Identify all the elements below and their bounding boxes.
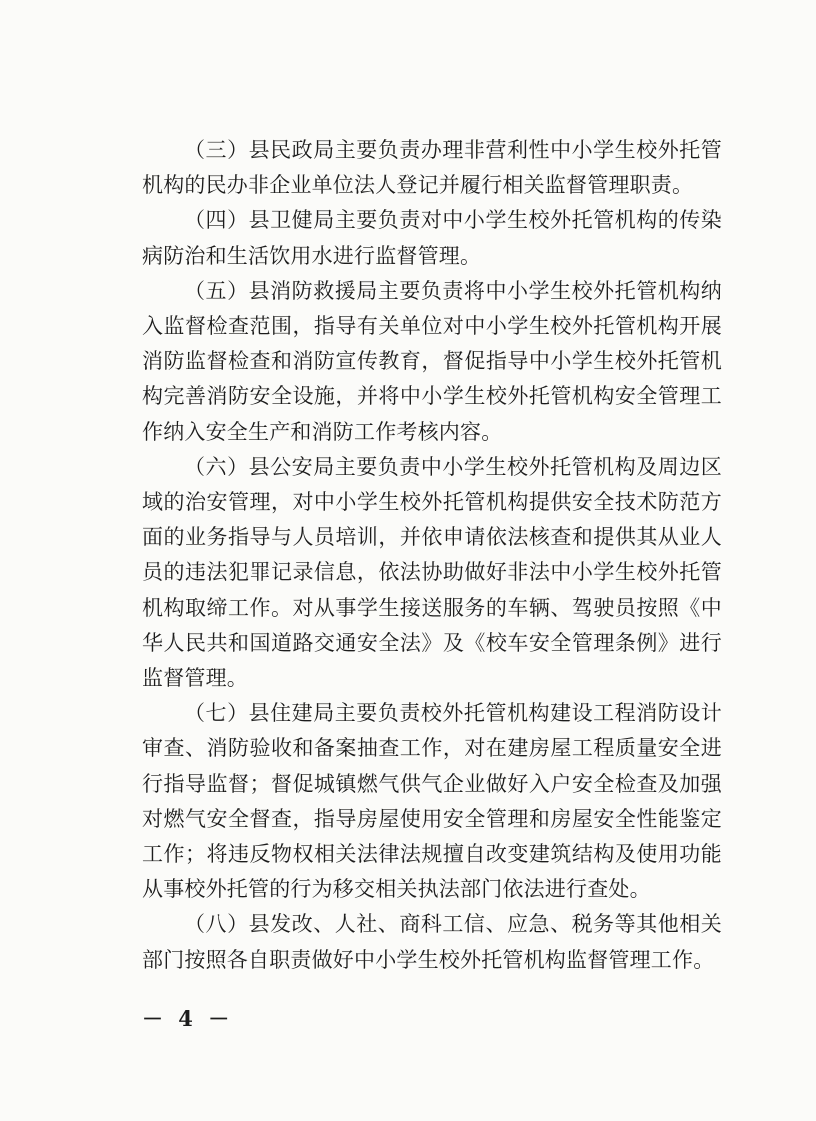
paragraph-fire-rescue: （五）县消防救援局主要负责将中小学生校外托管机构纳入监督检查范围，指导有关单位对中小学生校外托管机构开展消防监督检查和消防宣传教育，督促指导中小学生校外托管机构完善消防安全设施，并将中小学生校外托管机构安全管理工作纳入安全生产和消防工作考核内容。	[142, 278, 722, 444]
paragraph-health: （四）县卫健局主要负责对中小学生校外托管机构的传染病防治和生活饮用水进行监督管理。	[142, 208, 722, 268]
paragraph-public-security: （六）县公安局主要负责中小学生校外托管机构及周边区域的治安管理，对中小学生校外托管机构提供安全技术防范方面的业务指导与人员培训，并依申请依法核查和提供其从业人员的违法犯罪记录信息，依法协助做好非法中小学生校外托管机构取缔工作。对从事学生接送服务的车辆、驾驶员按照《中华人民共和国道路交通安全法》及《校车安全管理条例》进行监督管理。	[142, 454, 722, 691]
page-number: － 4 －	[142, 1006, 234, 1031]
paragraph-civil-affairs: （三）县民政局主要负责办理非营利性中小学生校外托管机构的民办非企业单位法人登记并履行相关监督管理职责。	[142, 138, 722, 198]
paragraph-other-departments: （八）县发改、人社、商科工信、应急、税务等其他相关部门按照各自职责做好中小学生校外托管机构监督管理工作。	[142, 912, 722, 972]
document-body	[142, 133, 722, 978]
paragraph-housing-construction: （七）县住建局主要负责校外托管机构建设工程消防设计审查、消防验收和备案抽查工作，对在建房屋工程质量安全进行指导监督；督促城镇燃气供气企业做好入户安全检查及加强对燃气安全督查，指导房屋使用安全管理和房屋安全性能鉴定工作；将违反物权相关法律法规擅自改变建筑结构及使用功能从事校外托管的行为移交相关执法部门依法进行查处。	[142, 701, 722, 902]
